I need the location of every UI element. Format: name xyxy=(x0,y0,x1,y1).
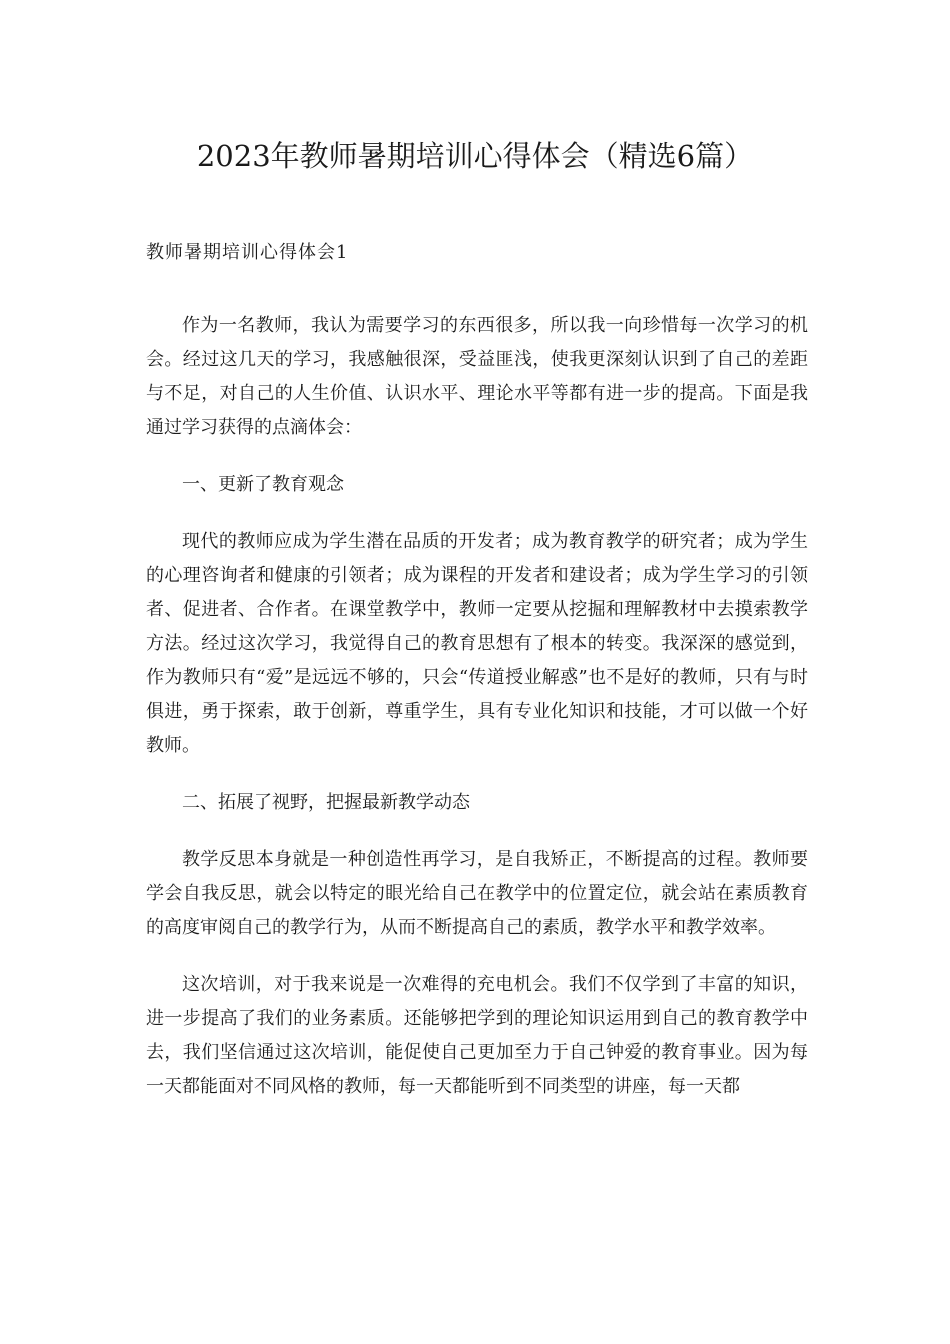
document-body xyxy=(146,309,808,1127)
document-title: 2023年教师暑期培训心得体会（精选6篇） xyxy=(196,139,754,173)
subsection-heading: 一、更新了教育观念 xyxy=(182,474,344,495)
paragraph: 作为一名教师，我认为需要学习的东西很多，所以我一向珍惜每一次学习的机会。经过这几天的学习，我感触很深，受益匪浅，使我更深刻认识到了自己的差距与不足，对自己的人生价值、认识水平、理论水平等都有进一步的提高。下面是我通过学习获得的点滴体会： xyxy=(146,315,808,438)
section-heading: 教师暑期培训心得体会1 xyxy=(146,242,349,263)
paragraph: 现代的教师应成为学生潜在品质的开发者；成为教育教学的研究者；成为学生的心理咨询者和健康的引领者；成为课程的开发者和建设者；成为学生学习的引领者、促进者、合作者。在课堂教学中，教师一定要从挖掘和理解教材中去摸索教学方法。经过这次学习，我觉得自己的教育思想有了根本的转变。我深深的感觉到，作为教师只有“爱”是远远不够的，只会“传道授业解惑”也不是好的教师，只有与时俱进，勇于探索，敢于创新，尊重学生，具有专业化知识和技能，才可以做一个好教师。 xyxy=(146,531,808,756)
subsection-heading: 二、拓展了视野，把握最新教学动态 xyxy=(182,792,470,813)
paragraph: 这次培训，对于我来说是一次难得的充电机会。我们不仅学到了丰富的知识，进一步提高了我们的业务素质。还能够把学到的理论知识运用到自己的教育教学中去，我们坚信通过这次培训，能促使自己更加至力于自己钟爱的教育事业。因为每一天都能面对不同风格的教师，每一天都能听到不同类型的讲座，每一天都 xyxy=(146,974,808,1097)
paragraph: 教学反思本身就是一种创造性再学习，是自我矫正，不断提高的过程。教师要学会自我反思，就会以特定的眼光给自己在教学中的位置定位，就会站在素质教育的高度审阅自己的教学行为，从而不断提高自己的素质，教学水平和教学效率。 xyxy=(146,849,808,938)
